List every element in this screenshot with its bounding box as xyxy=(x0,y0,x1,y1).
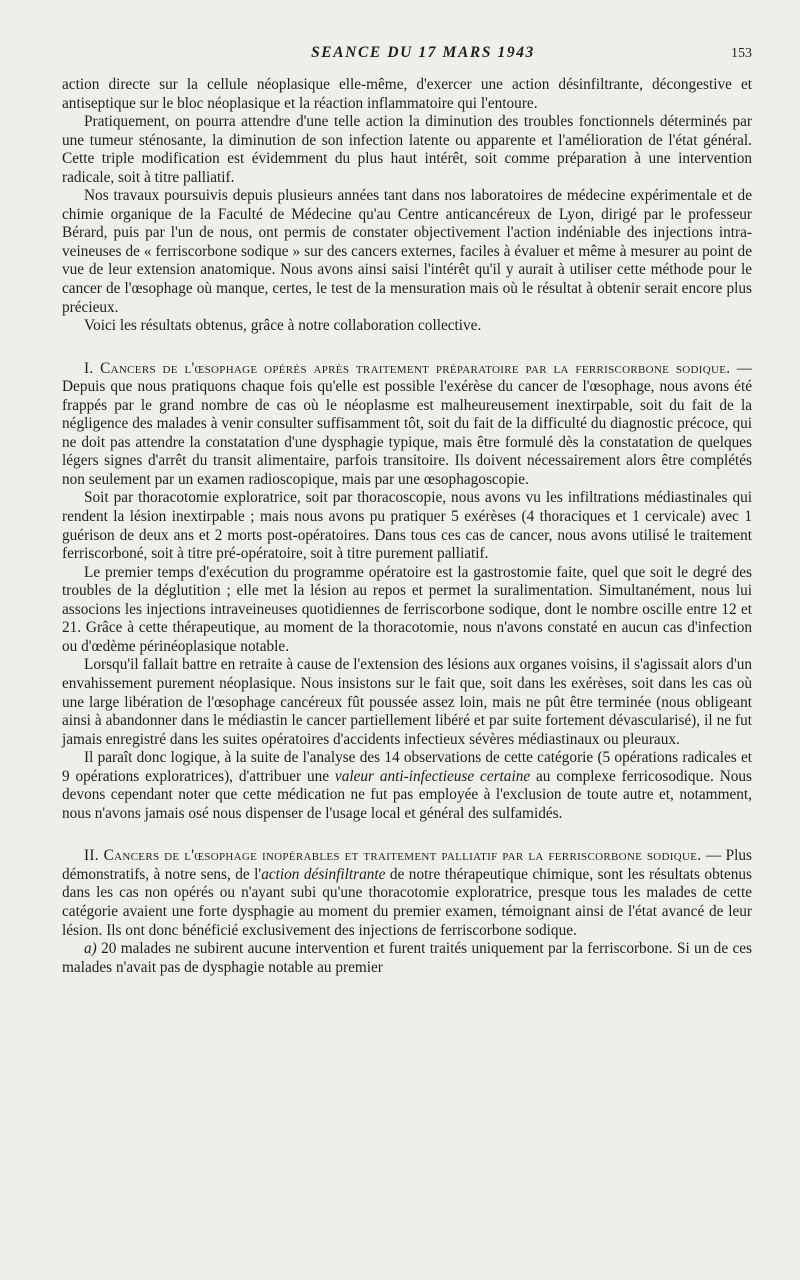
section-1-p5-start: Il paraît donc logique, à la suite de l'analyse des 14 observations de cette catégorie (5 opérations radicales et 9 opérations exploratrices), d'attribuer une xyxy=(62,749,752,785)
section-2-first-paragraph xyxy=(62,847,752,940)
paragraph-intro-1: action directe sur la cellule néoplasique elle-même, d'exercer une action désinfiltrante, décongestive et antiseptique sur le bloc néoplasique et la réaction inflammatoire qui l'entoure. xyxy=(62,76,752,112)
section-1-p5-end: au complexe ferricosodique. Nous devons cependant noter que cette médication ne fut pas employée à l'exclusion de toute autre et, notamment, nous n'avons jamais osé nous dispenser de l'usage local et général des sulfamidés. xyxy=(62,767,752,822)
section-2-p1-start: — Plus démonstratifs, à notre sens, de l' xyxy=(62,847,753,883)
section-1-paragraph-3: Le premier temps d'exécution du programme opératoire est la gastrostomie faite, quel que soit le degré des troubles de la déglutition ; elle met la lésion au repos et permet la suralimentation. Simultanément, nous lui associons les injections intraveineuses quotidiennes de ferriscorbone sodique, dont le nombre oscille entre 12 et 21. Grâce à cette thérapeutique, au moment de la thoracotomie, nous n'avons constaté en aucun cas d'infection ou d'œdème périnéoplasique notable. xyxy=(62,563,752,655)
section-1-paragraph-2: Soit par thoracotomie exploratrice, soit par thoracoscopie, nous avons vu les infiltrations médiastinales qui rendent la lésion inextirpable ; mais nous avons pu pratiquer 5 exérèses (4 thoraciques et 1 cervicale) avec 1 guérison de deux ans et 2 morts post-opératoires. Dans tous ces cas de cancer, nous avons utilisé le traitement ferriscorboné, soit à titre pré-opératoire, soit à titre purement palliatif. xyxy=(62,489,752,563)
section-2-p1-emphasis: action désinfiltrante xyxy=(261,865,386,883)
section-2-heading: II. Cancers de l'œsophage inopérables et traitement palliatif par la ferriscorbone sodique. xyxy=(84,847,702,865)
section-1-heading: I. Cancers de l'œsophage opérés après traitement préparatoire par la ferriscorbone sodique. xyxy=(84,359,731,377)
section-1-text: — Depuis que nous pratiquons chaque fois qu'elle est possible l'exérèse du cancer de l'œsophage, nous avons été frappés par le grand nombre de cas où le néoplasme est malheureusement inextirpable, soit du fait de la négligence des malades à venir consulter suffisamment tôt, soit du fait de la difficulté du diagnostic précoce, qui ne doit pas attendre la constatation d'une dysphagie typique, mais être formulé dès la constatation de quelques légers signes d'arrêt du transit alimentaire, parfois transitoire. Ils doivent nécessairement alors être complétés non seulement par un examen radioscopique, mais par une œsophagoscopie. xyxy=(62,359,752,488)
paragraph-intro-4: Voici les résultats obtenus, grâce à notre collaboration collective. xyxy=(84,317,482,335)
page-number: 153 xyxy=(731,46,752,61)
running-title: SEANCE DU 17 MARS 1943 xyxy=(311,44,535,61)
section-1-paragraph-5 xyxy=(62,749,752,823)
section-1-p5-emphasis: valeur anti-infectieuse certaine xyxy=(334,767,531,785)
section-2-p1-end: de notre thérapeutique chimique, sont les résultats obtenus dans les cas non opérés ou n'ayant subi qu'une thoracotomie exploratrice, presque tous les malades de cette catégorie avaient une forte dysphagie au moment du premier examen, témoignant ainsi de l'état avancé de leur lésion. Ils ont donc bénéficié exclusivement des injections de ferriscorbone sodique. xyxy=(62,865,753,939)
section-inoperable-cancers xyxy=(62,847,752,977)
page-header xyxy=(62,44,752,76)
section-operated-cancers xyxy=(62,360,752,824)
section-2-item-label: a) xyxy=(84,940,97,958)
section-1-first-paragraph xyxy=(62,360,752,490)
article-body xyxy=(62,76,752,977)
section-1-paragraph-4: Lorsqu'il fallait battre en retraite à cause de l'extension des lésions aux organes voisins, il s'agissait alors d'un envahissement purement néoplasique. Nous insistons sur le fait que, soit dans les exérèses, soit dans les cas où une large libération de l'œsophage cancéreux fût poussée assez loin, mais ne pût être terminée (nous obligeant ainsi à abandonner dans le médiastin le cancer partiellement libéré et par suite fortement dévascularisé), il ne fut jamais enregistré dans les suites opératoires d'accidents infectieux sévères médiastinaux ou pleuraux. xyxy=(62,656,752,748)
section-2-p2-text: 20 malades ne subirent aucune intervention et furent traités uniquement par la ferriscorbone. Si un de ces malades n'avait pas de dysphagie notable au premier xyxy=(62,940,752,976)
paragraph-intro-3: Nos travaux poursuivis depuis plusieurs années tant dans nos laboratoires de médecine expérimentale et de chimie organique de la Faculté de Médecine qu'au Centre anticancéreux de Lyon, dirigé par le professeur Bérard, puis par l'un de nous, ont permis de constater objectivement l'action indéniable des injections intra-veineuses de « ferriscorbone sodique » sur des cancers externes, faciles à évaluer et même à mesurer au point de vue de leur extension anatomique. Nous avons ainsi saisi l'intérêt qu'il y aurait à utiliser cette méthode pour le cancer de l'œsophage où manque, certes, le test de la mensuration mais où le résultat à obtenir serait encore plus précieux. xyxy=(62,187,752,316)
section-2-paragraph-2 xyxy=(62,940,752,977)
paragraph-intro-2: Pratiquement, on pourra attendre d'une telle action la diminution des troubles fonctionnels déterminés par une tumeur sténosante, la diminution de son infection latente ou apparente et l'amélioration de l'état général. Cette triple modification est évidemment du plus haut intérêt, soit comme préparation à une intervention radicale, soit à titre palliatif. xyxy=(62,113,752,186)
